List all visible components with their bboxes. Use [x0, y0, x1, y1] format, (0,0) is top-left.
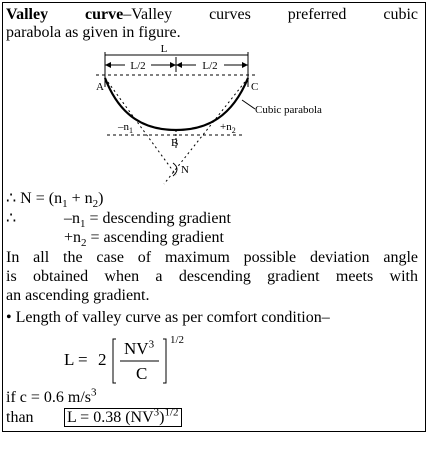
curve-label: Cubic parabola — [255, 104, 322, 116]
condition-line: if c = 0.6 $m/s^3$ — [6, 386, 97, 406]
label-L2-right: L/2 — [202, 60, 218, 72]
bullet-comfort-condition: • Length of valley curve as per comfort condition– — [6, 309, 330, 326]
angle-arc — [173, 163, 177, 176]
heading-line-1 — [6, 6, 418, 24]
label-N: N — [181, 164, 189, 176]
than-label: than — [6, 409, 34, 426]
label-L2-left: L/2 — [130, 60, 146, 72]
label-n2: $+n_2$ — [220, 121, 236, 135]
label-A: A — [96, 81, 104, 93]
paragraph-line-2: is obtained when a descending gradient meets with — [6, 268, 418, 285]
formula-outer-exp: 1/2 — [170, 334, 185, 346]
curve-leader — [242, 100, 255, 109]
heading-title: Valley curve — [6, 6, 124, 23]
valley-curve-figure — [80, 42, 350, 187]
arrow-left-b — [170, 62, 176, 68]
label-L: L — [160, 43, 168, 55]
label-B: B — [171, 137, 179, 149]
heading-line-2: parabola as given in figure. — [6, 24, 181, 41]
tangent-left — [105, 78, 179, 175]
heading-rest: –Valley curves preferred cubic — [123, 6, 418, 23]
result-line — [6, 406, 179, 427]
arrow-right-b — [242, 62, 248, 68]
arrow-left-a — [105, 62, 111, 68]
valley-curve-formula — [64, 336, 204, 386]
result-boxed-formula: L = 0.38 $(NV^3)^{1/2}$ — [64, 408, 182, 427]
formula-numerator: $NV^3$ — [124, 338, 155, 358]
formula-coef: 2 — [98, 350, 107, 369]
formula-lhs: L = — [64, 350, 88, 369]
arrow-right-a — [176, 62, 182, 68]
n-definition: ∴ $N = (n_1 + n_2)$ — [6, 190, 104, 211]
paragraph-line-3: an ascending gradient. — [6, 287, 150, 304]
label-n1: $-n_1$ — [118, 121, 133, 135]
therefore-symbol: ∴ — [6, 210, 17, 227]
label-C: C — [251, 81, 259, 93]
formula-denominator: C — [136, 364, 148, 383]
descending-gradient-line: ∴ $-n_1$ = descending gradient — [6, 210, 231, 231]
paragraph-line-1: In all the case of maximum possible deviation angle — [6, 249, 418, 266]
